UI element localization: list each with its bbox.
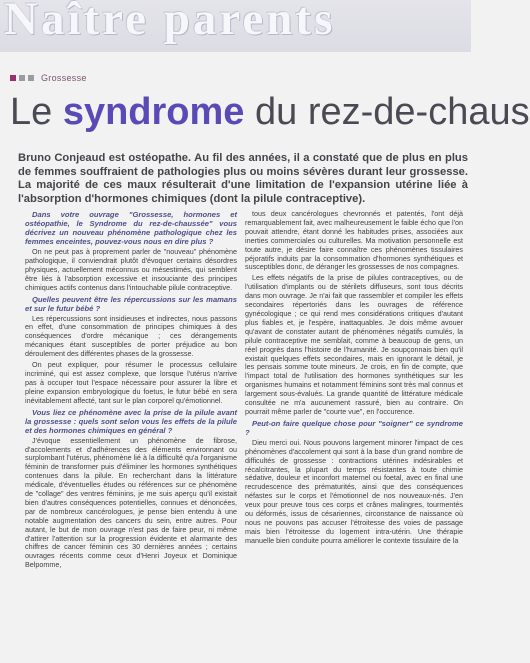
section-label: Grossesse xyxy=(41,73,87,83)
section-square-icon xyxy=(19,75,25,81)
section-square-icon xyxy=(28,75,34,81)
section-square-icon xyxy=(10,75,16,81)
left-column xyxy=(25,210,237,660)
interview-question: Dans votre ouvrage "Grossesse, hormones et ostéopathie, le Syndrome du rez-de-chaussée" vous décrivez un nouveau phénomène pathologique chez les femmes enceintes, pouvez-vous nous en dire plus ? xyxy=(25,210,237,246)
interview-question: Quelles peuvent être les répercussions sur les mamans et sur le futur bébé ? xyxy=(25,294,237,313)
headline-highlight: syndrome xyxy=(62,91,245,133)
interview-answer: On ne peut pas à proprement parler de "nouveau" phénomène pathologique, il conviendrait plutôt d'évoquer certains désordres physiques, actuellement méconnus ou mésestimés, qui semblent être liés à l'absorption excessive et insouciante des principes chimiques actifs contenus dans l'intouchable pilule contraceptive. xyxy=(25,247,237,292)
interview-answer: On peut expliquer, pour résumer le processus cellulaire incriminé, qui est assez complexe, que lorsque l'utérus n'arrive pas à occuper tout l'espace nécessaire pour assurer la libre et pleine expansion embryologique du foetus, le futur bébé en sera inévitablement affecté, tant sur le plan corporel qu'émotionnel. xyxy=(25,360,237,405)
interview-question: Peut-on faire quelque chose pour "soigner" ce syndrome ? xyxy=(245,418,463,437)
interview-answer: Les répercussions sont insidieuses et indirectes, nous passons en effet, d'une consommation de principes chimiques à des conséquences d'ordre mécanique ; ces dérangements mécaniques étant susceptibles de porter préjudice au bon déroulement des différentes phases de la grossesse. xyxy=(25,313,237,359)
interview-answer: tous deux cancérologues chevronnés et patentés, l'ont déjà remarquablement fait, avec malheureusement le faible écho que l'on pouvait attendre, étant donné les habitudes prises, associées aux inerties commerciales ou culturelles. Ma motivation personnelle est toute autre, je désire faire connaître ces phénomènes tissulaires péjoratifs induits par la consommation d'hormones synthétiques et susceptibles donc, de déranger les grossesses de nos compagnes. xyxy=(245,209,463,272)
interview-question: Vous liez ce phénomène avec la prise de la pilule avant la grossesse : quels sont selon vous les effets de la pilule et des hormones chimiques en général ? xyxy=(25,407,237,435)
interview-answer: J'évoque essentiellement un phénomène de fibrose, d'accolements et d'adhérences des éléments environnant ou surplombant l'utérus, phénomène lié à la difficulté qu'a l'organisme féminin de transformer puis d'éliminer les hormones synthétiques contenues dans la pilule. En recherchant dans la littérature médicale, d'éventuelles études ou références sur ce phénomène de "collage" des ventres féminins, je me suis aperçu qu'il existait bien d'autres conséquences potentielles, connues et dénoncées, par de nombreux cancérologues, je pense bien entendu à une notable augmentation des cancers du sein, entre autres. Pour autant, le but de mon ouvrage n'est pas de faire peur, ni même d'attirer l'attention sur la progression évidente et alarmante des chiffres de cancer féminin ces 30 dernières années ; certains ouvrages récents comme ceux d'Henri Joyeux et Dominique Belpomme, xyxy=(25,435,237,570)
interview-answer: Dieu merci oui. Nous pouvons largement minorer l'impact de ces phénomènes d'accolement qui sont à la base d'un grand nombre de difficultés de grossesse : contractions utérines indésirables et récalcitrantes, la plupart du temps résistantes à toute chimie sédative, douleur et inconfort maternel ou foetal, avec en final une recrudescence des prématurités, ainsi que des conséquences néfastes sur le corps et l'émotionnel de nos nouveaux-nés. J'en veux pour preuve tous ces corps et crânes malingres, tourmentés ou déformés, issus de césariennes, circonstance de naissance où nous ne pouvons pas accuser l'étroitesse des voies de passage mais bien l'étroitesse du logement intra-utérin. Une thérapie manuelle bien conduite pourra améliorer le contexte tissulaire de la xyxy=(245,437,463,545)
headline-before: Le xyxy=(10,91,63,133)
headline-after: du rez-de-chaus xyxy=(244,91,530,133)
masthead-banner xyxy=(0,0,471,52)
masthead-title: Naître parents xyxy=(4,0,336,45)
article-lede: Bruno Conjeaud est ostéopathe. Au fil des années, il a constaté que de plus en plus de femmes souffraient de pathologies plus ou moins sévères durant leur grossesse. La majorité de ces maux résulterait d'une limitation de l'expansion utérine liée à l'absorption d'hormones chimiques (dont la pilule contraceptive). xyxy=(18,152,468,205)
section-tag xyxy=(10,72,87,84)
interview-answer: Les effets négatifs de la prise de pilules contraceptives, ou de l'utilisation d'implants ou de stérilets diffuseurs, sont tous décrits dans mon ouvrage. Je n'ai fait que rassembler et compiler les effets secondaires répertoriés dans les ouvrages de référence gynécologique ; ce qui rend mes considérations critiques d'autant plus fiables et, je l'espère, inattaquables. Je dois même avouer qu'avant de constater autant de phénomènes négatifs cumulés, la pilule contraceptive me semblait, comme à beaucoup de gens, un réel progrès dans l'histoire de l'humanité. Je soupçonnais bien qu'il existait quelques effets secondaires, mais en ignorant le détail, je les pensais somme toute mineurs. Je crois, en fin de compte, que l'impact total de l'utilisation des hormones synthétiques sur les organismes humains et notamment féminins sont très mal connus et largement sous-évalués. La grande quantité de littérature médicale consultée ne m'a aucunement rassuré, bien au contraire. On pourrait même parler de "courte vue", en l'occurence. xyxy=(245,273,463,416)
right-column xyxy=(245,210,463,660)
article-headline xyxy=(10,91,530,133)
